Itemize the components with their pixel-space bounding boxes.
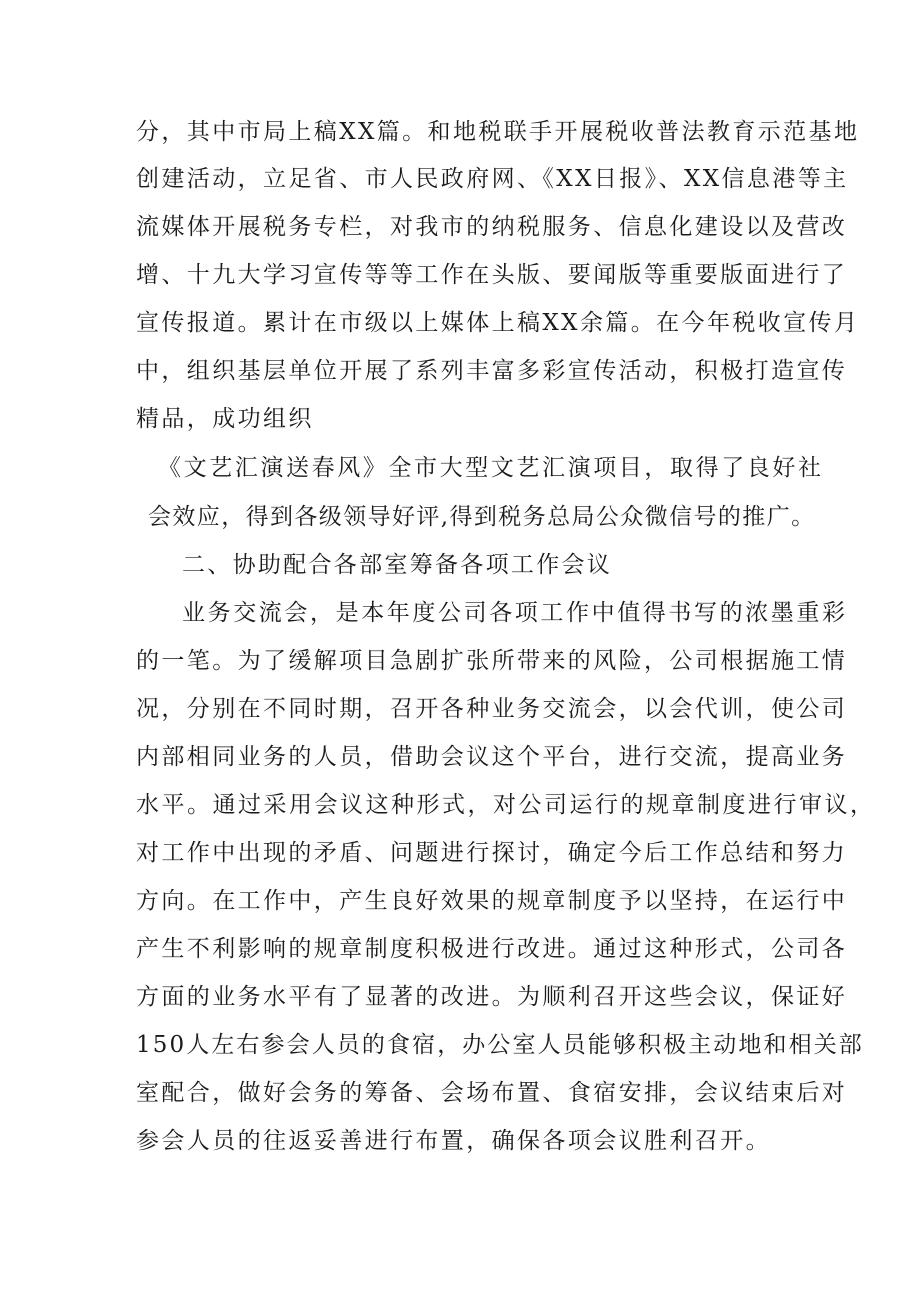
section-heading: 二、协助配合各部室筹备各项工作会议 [182,552,613,578]
text-line-17: 方向。在工作中，产生良好效果的规章制度予以坚持，在运行中 [136,888,848,914]
text-line-14: 内部相同业务的人员，借助会议这个平台，进行交流，提高业务 [136,744,848,770]
text-line-20: 150人左右参会人员的食宿，办公室人员能够积极主动地和相关部 [136,1032,864,1058]
text-line-6: 中，组织基层单位开展了系列丰富多彩宣传活动，积极打造宣传 [136,358,848,384]
text-line-19: 方面的业务水平有了显著的改进。为顺利召开这些会议，保证好 [136,984,848,1010]
text-line-7: 精品，成功组织 [136,406,314,432]
text-line-8: 《文艺汇演送春风》全市大型文艺汇演项目，取得了良好社 [158,455,824,481]
text-line-2: 创建活动，立足省、市人民政府网、《XX日报》、XX信息港等主 [136,166,849,192]
text-line-15: 水平。通过采用会议这种形式，对公司运行的规章制度进行审议， [136,792,876,818]
text-line-9: 会效应，得到各级领导好评,得到税务总局公众微信号的推广。 [148,504,816,530]
text-line-11: 业务交流会，是本年度公司各项工作中值得书写的浓墨重彩 [182,600,848,626]
text-line-21: 室配合，做好会务的筹备、会场布置、食宿安排，会议结束后对 [136,1080,848,1106]
text-line-1: 分，其中市局上稿XX篇。和地税联手开展税收普法教育示范基地 [136,119,860,145]
text-line-12: 的一笔。为了缓解项目急剧扩张所带来的风险，公司根据施工情 [136,648,848,674]
text-line-22: 参会人员的往返妥善进行布置，确保各项会议胜利召开。 [136,1128,771,1154]
text-line-16: 对工作中出现的矛盾、问题进行探讨，确定今后工作总结和努力 [136,840,848,866]
text-line-4: 增、十九大学习宣传等等工作在头版、要闻版等重要版面进行了 [136,262,848,288]
text-line-13: 况，分别在不同时期，召开各种业务交流会，以会代训，使公司 [136,696,848,722]
text-line-3: 流媒体开展税务专栏，对我市的纳税服务、信息化建设以及营改 [136,214,848,240]
text-line-5: 宣传报道。累计在市级以上媒体上稿XX余篇。在今年税收宣传月 [136,310,860,336]
text-line-18: 产生不利影响的规章制度积极进行改进。通过这种形式，公司各 [136,936,848,962]
